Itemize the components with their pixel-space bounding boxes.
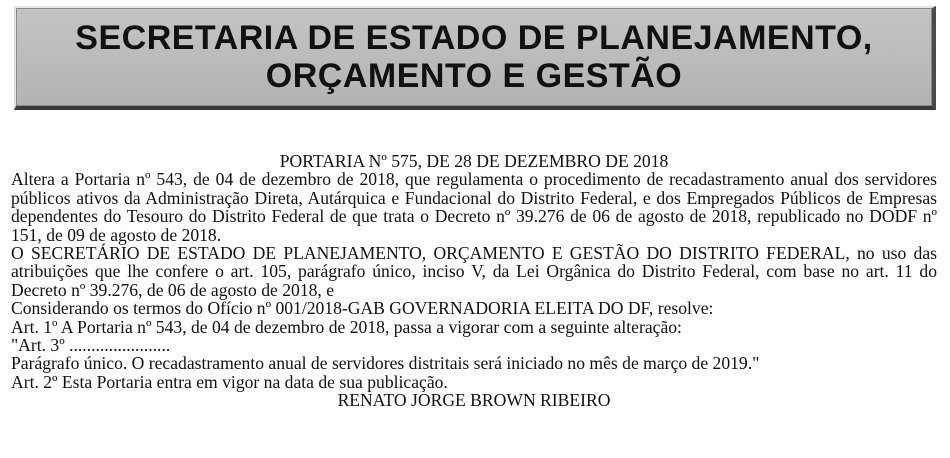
portaria-quoted-article: "Art. 3º ....................... [11,335,171,356]
portaria-considering: Considerando os termos do Ofício nº 001/2018-GAB GOVERNADORIA ELEITA DO DF, resolve: [11,298,714,319]
portaria-document [11,152,937,410]
section-header-line-1: SECRETARIA DE ESTADO DE PLANEJAMENTO, [75,19,873,57]
portaria-article-2: Art. 2º Esta Portaria entra em vigor na data de sua publicação. [11,371,448,392]
portaria-article-1: Art. 1º A Portaria nº 543, de 04 de dezembro de 2018, passa a vigorar com a seguinte alteração: [11,316,682,337]
portaria-title: PORTARIA Nº 575, DE 28 DE DEZEMBRO DE 2018 [279,151,669,171]
portaria-preamble: O SECRETÁRIO DE ESTADO DE PLANEJAMENTO, ORÇAMENTO E GESTÃO DO DISTRITO FEDERAL, no uso das atribuições que lhe confere o art. 105, parágrafo único, inciso V, da Lei Orgânica do Distrito Federal, com base no art. 11 do Decreto nº 39.276, de 06 de agosto de 2018, e [11,243,937,300]
section-header-banner [14,6,936,110]
portaria-signature: RENATO JORGE BROWN RIBEIRO [337,390,611,411]
portaria-paragraph: Parágrafo único. O recadastramento anual de servidores distritais será iniciado no mês de março de 2019." [11,353,760,374]
portaria-ementa: Altera a Portaria nº 543, de 04 de dezembro de 2018, que regulamenta o procedimento de recadastramento anual dos servidores públicos ativos da Administração Direta, Autárquica e Fundacional do Distrito Federal, e dos Empregados Públicos de Empresas dependentes do Tesouro do Distrito Federal de que trata o Decreto nº 39.276 de 06 de agosto de 2018, republicado no DODF nº 151, de 09 de agosto de 2018. [11,169,937,245]
section-header-line-2: ORÇAMENTO E GESTÃO [265,57,683,95]
